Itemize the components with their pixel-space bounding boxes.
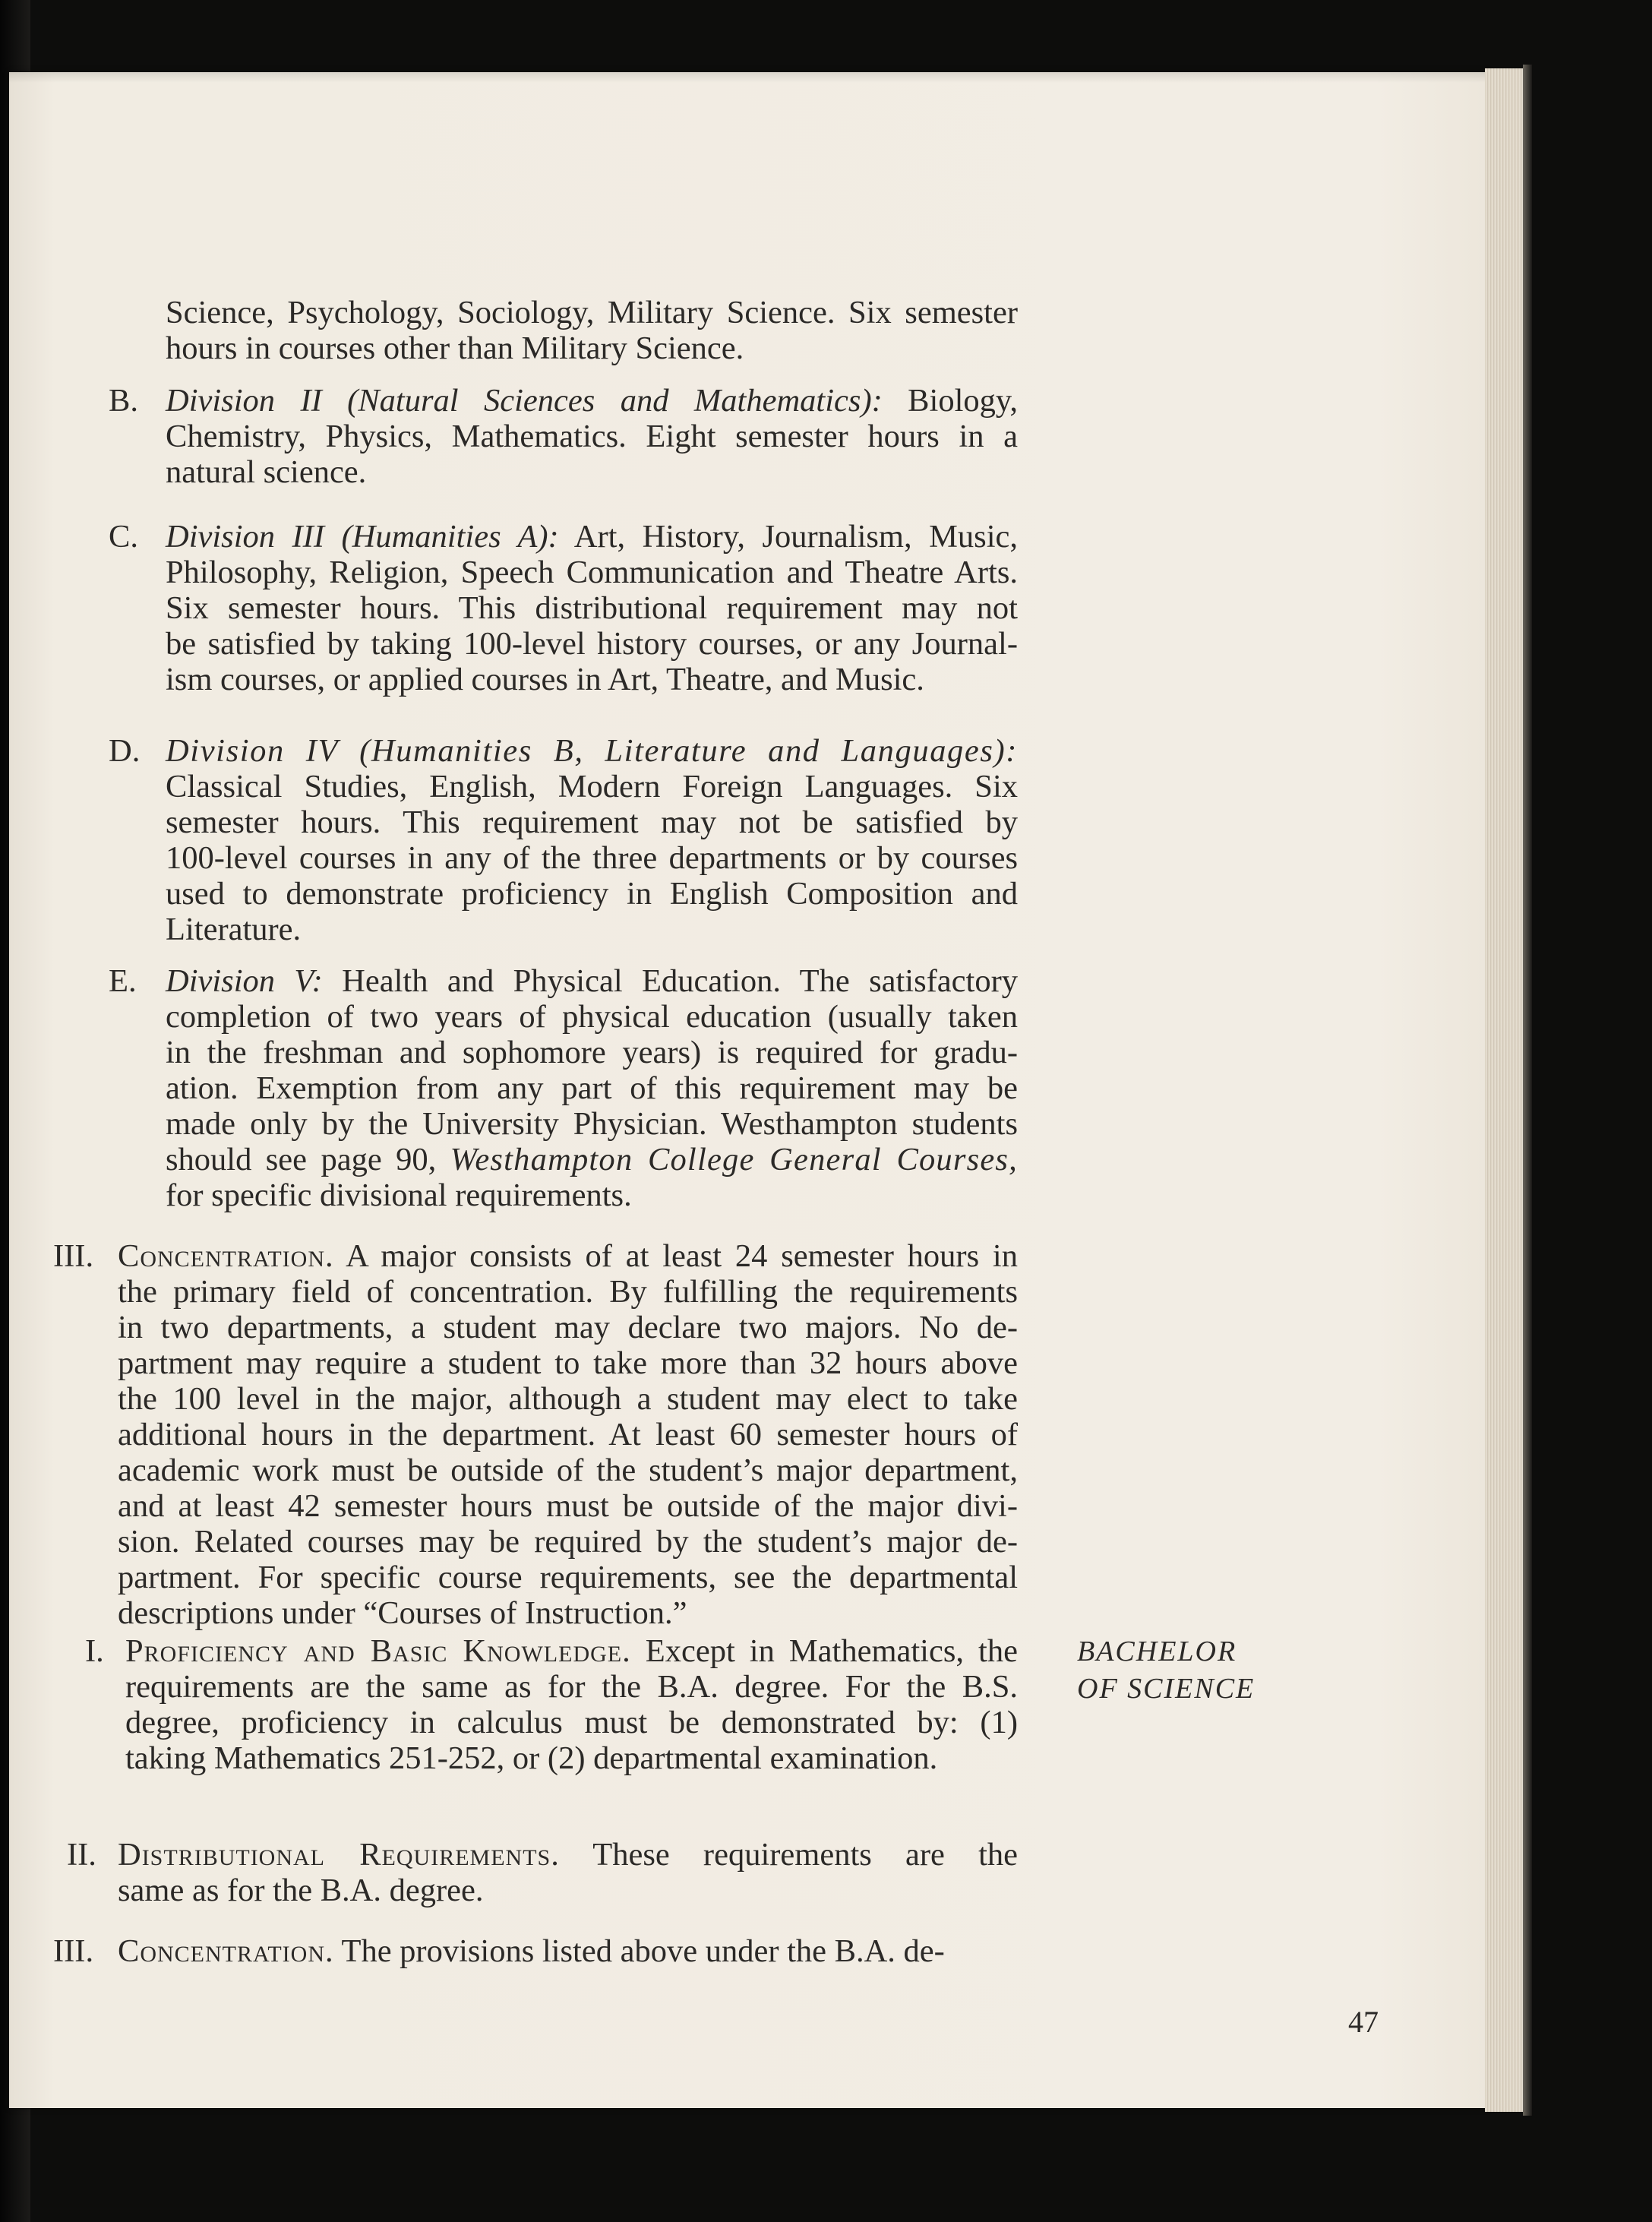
text-line: academic work must be outside of the student’s major department, xyxy=(118,1452,1018,1488)
page-number: 47 xyxy=(1348,2005,1379,2039)
text-line xyxy=(118,1933,1018,1969)
text-line: requirements are the same as for the B.A. degree. For the B.S. xyxy=(125,1669,1018,1705)
list-marker: III. xyxy=(53,1933,94,1969)
bs-distributional-paragraph xyxy=(118,1837,1018,1908)
text-line: taking Mathematics 251-252, or (2) departmental examination. xyxy=(125,1740,938,1776)
division-c-paragraph xyxy=(166,519,1018,697)
text-run: Art, History, Journalism, Music, xyxy=(558,519,1018,555)
page-top-shade xyxy=(9,72,1490,83)
division-e-paragraph xyxy=(166,963,1018,1213)
section-heading: Proficiency and Basic Knowledge. xyxy=(125,1633,631,1669)
text-line xyxy=(118,1837,1018,1873)
section-heading: Concentration. xyxy=(118,1933,334,1969)
text-run: should see page 90, xyxy=(166,1142,450,1177)
text-line: be satisfied by taking 100-level history courses, or any Journal- xyxy=(166,626,1018,662)
list-marker: B. xyxy=(109,383,138,419)
list-marker: II. xyxy=(67,1837,96,1873)
division-d-paragraph xyxy=(166,733,1018,947)
text-line: degree, proficiency in calculus must be demonstrated by: (1) xyxy=(125,1705,1018,1740)
text-line: the primary field of concentration. By fulfilling the requirements xyxy=(118,1274,1018,1310)
text-line: sion. Related courses may be required by the student’s major de- xyxy=(118,1524,1018,1560)
text-line: in the freshman and sophomore years) is required for gradu- xyxy=(166,1035,1018,1070)
division-heading: Division III (Humanities A): xyxy=(166,519,559,555)
text-line: Chemistry, Physics, Mathematics. Eight semester hours in a xyxy=(166,419,1018,454)
text-line: descriptions under “Courses of Instruction.” xyxy=(118,1595,687,1631)
text-line: natural science. xyxy=(166,454,367,490)
division-b-paragraph xyxy=(166,383,1018,490)
margin-heading-line: OF SCIENCE xyxy=(1077,1673,1256,1705)
division-heading: Division V: xyxy=(166,963,323,999)
text-line: in two departments, a student may declare two majors. No de- xyxy=(118,1310,1018,1345)
text-line: Science, Psychology, Sociology, Military Science. Six semester xyxy=(166,295,1018,330)
text-line: the 100 level in the major, although a student may elect to take xyxy=(118,1381,1018,1417)
section-heading: Concentration. xyxy=(118,1238,334,1274)
text-line xyxy=(125,1633,1018,1669)
text-line: partment may require a student to take more than 32 hours above xyxy=(118,1345,1018,1381)
text-line: additional hours in the department. At least 60 semester hours of xyxy=(118,1417,1018,1452)
text-line xyxy=(166,963,1018,999)
margin-heading xyxy=(1077,1633,1255,1708)
text-run: Biology, xyxy=(882,383,1019,419)
text-line: same as for the B.A. degree. xyxy=(118,1873,484,1908)
list-marker: C. xyxy=(109,519,138,555)
list-marker: III. xyxy=(53,1238,94,1274)
text-run: Except in Mathematics, the xyxy=(630,1633,1018,1669)
text-line: and at least 42 semester hours must be outside of the major divi- xyxy=(118,1488,1018,1524)
text-line: 100-level courses in any of the three departments or by courses xyxy=(166,840,1018,876)
text-line: Literature. xyxy=(166,912,302,947)
list-marker: D. xyxy=(109,733,141,769)
concentration-paragraph xyxy=(118,1238,1018,1631)
division-heading: Division II (Natural Sciences and Mathematics): xyxy=(166,383,883,419)
text-line: Philosophy, Religion, Speech Communication and Theatre Arts. xyxy=(166,555,1018,590)
continuation-paragraph xyxy=(166,295,1018,366)
text-line: for specific divisional requirements. xyxy=(166,1177,632,1213)
text-run: A major consists of at least 24 semester hours in xyxy=(333,1238,1018,1274)
list-marker: I. xyxy=(85,1633,104,1669)
text-line xyxy=(166,733,1018,769)
text-line xyxy=(166,1142,1018,1177)
text-line: ism courses, or applied courses in Art, Theatre, and Music. xyxy=(166,662,924,697)
book-reference: Westhampton College General Courses, xyxy=(450,1142,1018,1177)
text-run: Health and Physical Education. The satisfactory xyxy=(322,963,1018,999)
page-edges-shadow xyxy=(1523,65,1532,2116)
text-line: partment. For specific course requirements, see the departmental xyxy=(118,1560,1018,1595)
division-heading: Division IV (Humanities B, Literature and Languages): xyxy=(166,733,1018,769)
text-run: These requirements are the xyxy=(559,1837,1018,1873)
text-line: completion of two years of physical education (usually taken xyxy=(166,999,1018,1035)
text-line: made only by the University Physician. Westhampton students xyxy=(166,1106,1018,1142)
list-marker: E. xyxy=(109,963,137,999)
bs-proficiency-paragraph xyxy=(125,1633,1018,1776)
text-line: Six semester hours. This distributional requirement may not xyxy=(166,590,1018,626)
text-line xyxy=(166,519,1018,555)
bs-concentration-paragraph xyxy=(118,1933,1018,1969)
text-line: semester hours. This requirement may not be satisfied by xyxy=(166,804,1018,840)
text-line xyxy=(118,1238,1018,1274)
text-line: used to demonstrate proficiency in English Composition and xyxy=(166,876,1018,912)
text-line: hours in courses other than Military Science. xyxy=(166,330,744,366)
page-edges xyxy=(1485,68,1523,2112)
margin-heading-line: BACHELOR xyxy=(1077,1636,1237,1667)
text-run: The provisions listed above under the B.A. de- xyxy=(333,1933,945,1969)
text-line: Classical Studies, English, Modern Foreign Languages. Six xyxy=(166,769,1018,804)
text-line: ation. Exemption from any part of this requirement may be xyxy=(166,1070,1018,1106)
text-line xyxy=(166,383,1018,419)
section-heading: Distributional Requirements. xyxy=(118,1837,560,1873)
